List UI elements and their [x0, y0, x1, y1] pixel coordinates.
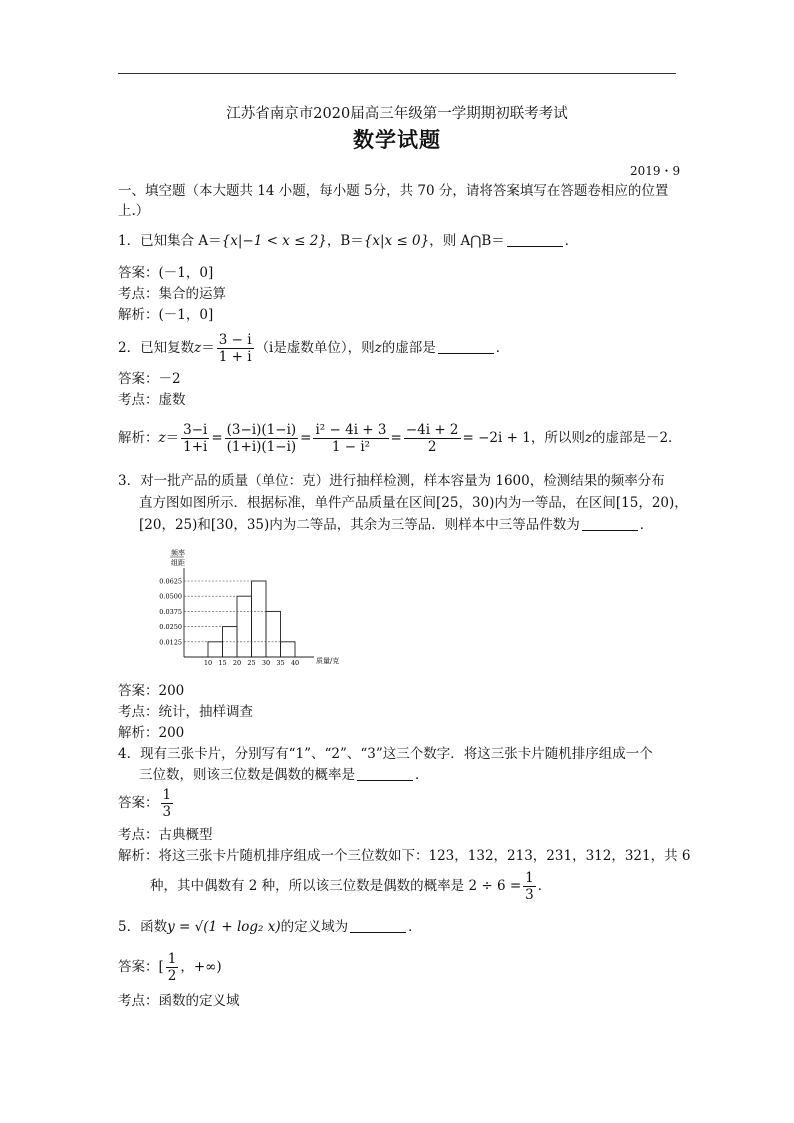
q4-analysis-fraction	[523, 870, 536, 903]
q5-answer-label: 答案：[	[118, 959, 164, 975]
q5-ans-num: 1	[167, 951, 177, 967]
q1-answer-blank	[507, 246, 563, 247]
q4-answer	[118, 786, 175, 820]
q5-answer-tail: ，+∞)	[180, 959, 222, 975]
q3-answer: 答案：200	[118, 683, 185, 699]
q4-answer-label: 答案：	[118, 795, 159, 811]
q2-f2-num: (3−i)(1−i)	[226, 422, 297, 438]
exam-title: 数学试题	[353, 127, 441, 152]
q2-fraction	[217, 332, 254, 365]
q2-eq: ＝	[201, 340, 215, 356]
q1-set-b: {x|x ≤ 0}	[363, 233, 430, 249]
q5-answer-blank	[350, 932, 406, 933]
q2-answer-blank	[438, 353, 494, 354]
x-axis-label: 质量/克	[316, 657, 340, 665]
exam-subtitle: 江苏省南京市2020届高三年级第一学期期初联考考试	[226, 106, 568, 122]
q1-set-a: {x|−1 < x ≤ 2}	[221, 233, 327, 249]
q4-a-end: ．	[537, 878, 552, 894]
q2-f3-num: i² − 4i + 3	[315, 422, 387, 438]
q2-analysis-eq: ＝	[165, 430, 180, 446]
x-tick-label: 15	[218, 659, 227, 667]
q2-prefix: 2．已知复数	[118, 340, 195, 356]
q2-f4-den: 2	[427, 439, 437, 455]
q2-analysis-frac-1	[181, 422, 209, 455]
q2-analysis-frac-2	[225, 422, 299, 455]
q1-suffix: ，则 A⋂B＝	[429, 233, 505, 249]
q1-answer: 答案：(－1，0]	[118, 265, 214, 281]
q2-analysis-var2: z	[584, 430, 592, 446]
q4-end: ．	[415, 767, 429, 783]
histogram-bar	[266, 611, 281, 657]
q2-analysis-tail2: 的虚部是－2．	[591, 430, 682, 446]
q2-frac-den: 1 + i	[218, 349, 252, 365]
q4-analysis2-text: 种，其中偶数有 2 种，所以该三位数是偶数的概率是 2 ÷ 6 =	[150, 878, 522, 894]
histogram-bar	[281, 642, 296, 657]
y-tick-label: 0.0250	[159, 623, 182, 632]
x-tick-label: 25	[247, 659, 256, 667]
y-axis-label-top: 频率	[171, 549, 185, 557]
q4-a-den: 3	[525, 887, 534, 903]
q3-analysis: 解析：200	[118, 725, 185, 741]
y-tick-label: 0.0625	[159, 577, 182, 586]
q2-f2-den: (1+i)(1−i)	[226, 439, 297, 455]
q5-answer-fraction	[166, 951, 179, 984]
q4-topic: 考点：古典概型	[118, 827, 213, 843]
q2-analysis-frac-3	[313, 422, 388, 455]
q4-a-num: 1	[525, 870, 534, 886]
x-tick-label: 30	[261, 659, 271, 667]
q1-mid: ，B＝	[326, 233, 364, 249]
q2-f3-den: 1 − i²	[331, 439, 371, 455]
y-axis-label-bottom: 组距	[171, 559, 185, 567]
section-heading-line1: 一、填空题（本大题共 14 小题，每小题 5分，共 70 分，请将答案填写在答题卷相应的位置	[118, 183, 669, 199]
q4-line1: 4．现有三张卡片，分别写有“1”、“2”、“3”这三个数字．将这三张卡片随机排序组成一个	[118, 746, 653, 762]
q5-answer	[118, 950, 222, 984]
q5-prefix: 5．函数	[118, 919, 168, 935]
q2-f1-num: 3−i	[183, 422, 208, 438]
q3-line1: 3．对一批产品的质量（单位：克）进行抽样检测，样本容量为 1600，检测结果的频率分布	[118, 473, 665, 489]
q2-f4-num: −4i + 2	[405, 422, 459, 438]
q5-end: ．	[408, 919, 422, 935]
y-tick-label: 0.0375	[159, 607, 182, 616]
q5-function: y = √(1 + log₂ x)	[167, 919, 281, 935]
q2-var2: z	[374, 340, 382, 356]
q5-suffix: 的定义域为	[280, 919, 349, 935]
histogram-bar	[208, 642, 223, 657]
q2-frac-num: 3 − i	[218, 332, 252, 348]
q3-end: ．	[639, 517, 654, 533]
q3-line3	[139, 516, 653, 534]
q3-answer-blank	[582, 530, 638, 531]
q2-end: ．	[495, 340, 510, 356]
histogram-bar	[252, 581, 267, 657]
histogram-bar	[237, 596, 252, 657]
q1-analysis: 解析：(－1，0]	[118, 307, 214, 323]
q5-topic: 考点：函数的定义域	[118, 993, 240, 1009]
q2-var: z	[194, 340, 202, 356]
y-tick-label: 0.0125	[159, 638, 182, 647]
x-tick-label: 20	[232, 659, 242, 667]
question-2	[118, 330, 509, 366]
q2-suffix: 的虚部是	[381, 340, 436, 356]
section-heading-line2: 上.）	[118, 203, 150, 219]
q2-analysis-label: 解析：	[118, 430, 159, 446]
q2-analysis: 解析：z＝ $\frac{3-i}{1+i}$ = $\frac{(3-i)(1-i)}{(1+i)(1-i)}$ = $\frac{\text{i² − 4i + 3}}{\text{1 − i²}}$ = $\frac{-4i + 2}{2}$ = −2i + 1，所以则z的虚部是－2．	[118, 422, 682, 455]
exam-date: 2019・9	[630, 164, 681, 178]
q3-line3-text: [20，25)和[30，35)内为二等品，其余为三等品．则样本中三等品件数为	[139, 517, 580, 533]
q4-answer-fraction	[161, 787, 174, 820]
q2-f1-den: 1+i	[183, 439, 208, 455]
q3-topic: 考点：统计，抽样调查	[118, 704, 253, 720]
q5-ans-den: 2	[167, 968, 177, 984]
q2-note: （i是虚数单位），则	[255, 340, 375, 356]
q4-ans-num: 1	[162, 787, 172, 803]
q1-topic: 考点：集合的运算	[118, 286, 226, 302]
q1-end: ．	[564, 233, 579, 249]
frequency-histogram	[148, 548, 358, 670]
q2-analysis-tail: = −2i + 1，所以则	[462, 430, 585, 446]
x-tick-label: 10	[203, 659, 213, 667]
q4-analysis-line2	[150, 868, 551, 904]
x-tick-label: 40	[290, 659, 300, 667]
q2-analysis-frac-4	[404, 422, 461, 455]
q2-answer: 答案：－2	[118, 371, 181, 387]
q3-line2: 直方图如图所示．根据标准，单件产品质量在区间[25，30)内为一等品，在区间[15，20)，	[139, 495, 688, 511]
q4-line2-text: 三位数，则该三位数是偶数的概率是	[139, 767, 355, 783]
q4-ans-den: 3	[162, 804, 172, 820]
q2-topic: 考点：虚数	[118, 392, 186, 408]
q2-analysis-var: z	[158, 430, 166, 446]
question-1	[118, 232, 578, 250]
q4-answer-blank	[357, 780, 413, 781]
y-tick-label: 0.0500	[159, 592, 182, 601]
q4-line2	[139, 766, 429, 784]
header-rule	[118, 73, 676, 74]
question-5	[118, 918, 422, 936]
q4-analysis-line1: 解析：将这三张卡片随机排序组成一个三位数如下：123，132，213，231，312，321，共 6	[118, 848, 691, 864]
q1-prefix: 1．已知集合 A＝	[118, 233, 222, 249]
x-tick-label: 35	[276, 659, 285, 667]
